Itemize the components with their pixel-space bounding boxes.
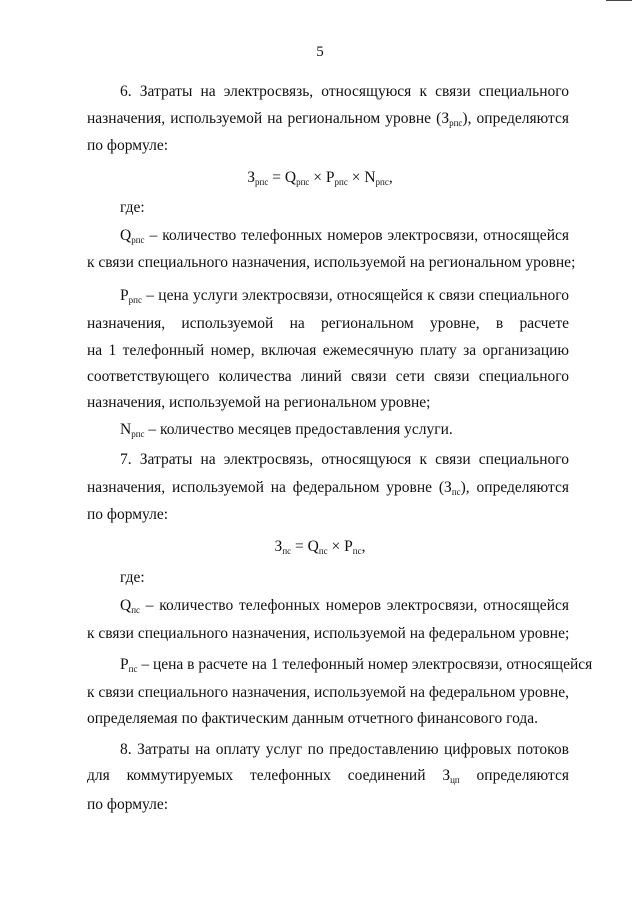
p8-line-2: для коммутируемых телефонных соединений $З_{цп}$ определяются xyxy=(87,767,569,785)
p6-line-2: назначения, используемой на региональном уровне $(З_{рпс})$, определяются xyxy=(87,110,569,128)
p6-p-def-line-1: $P_{рпс}$ – цена услуги электросвязи, относящейся к связи специального xyxy=(120,287,569,305)
p7-q-def-line-1: $Q_{пс}$ – количество телефонных номеров электросвязи, относящейся xyxy=(120,597,569,615)
p6-p-def-line-5: назначения, используемой на региональном уровне; xyxy=(87,394,431,411)
p7-q-def-line-2: к связи специального назначения, используемой на федеральном уровне; xyxy=(87,625,570,642)
p7-p-def-line-3: определяемая по фактическим данным отчетного финансового года. xyxy=(87,710,539,727)
p7-p-def-line-2: к связи специального назначения, используемой на федеральном уровне, xyxy=(87,684,569,701)
p8-line-1: 8. Затраты на оплату услуг по предоставлению цифровых потоков xyxy=(120,741,569,758)
corner-line xyxy=(606,0,632,1)
p6-n-def: $N_{рпс}$ – количество месяцев предоставления услуги. xyxy=(120,421,453,439)
formula-p6: $З_{рпс} = Q_{рпс} \times P_{рпс} \times N_{рпс}$, xyxy=(247,169,393,187)
p7-line-1: 7. Затраты на электросвязь, относящуюся к связи специального xyxy=(120,451,569,468)
p6-q-def-line-1: $Q_{рпс}$ – количество телефонных номеров электросвязи, относящейся xyxy=(120,227,569,245)
p6-p-def-line-2: назначения, используемой на региональном уровне, в расчете xyxy=(87,315,569,332)
p7-line-3: по формуле: xyxy=(87,506,169,523)
p7-where: где: xyxy=(120,569,145,586)
p6-line-3: по формуле: xyxy=(87,137,169,154)
p8-line-3: по формуле: xyxy=(87,796,169,813)
p6-q-def-line-2: к связи специального назначения, используемой на региональном уровне; xyxy=(87,254,576,271)
page-number: 5 xyxy=(316,44,324,60)
p6-line-1: 6. Затраты на электросвязь, относящуюся к связи специального xyxy=(120,83,569,100)
p6-where: где: xyxy=(120,199,145,216)
p6-p-def-line-3: на 1 телефонный номер, включая ежемесячную плату за организацию xyxy=(87,342,569,359)
p7-p-def-line-1: $P_{пс}$ – цена в расчете на 1 телефонный номер электросвязи, относящейся xyxy=(120,656,593,674)
formula-p7: $З_{пс} = Q_{пс} \times P_{пс}$, xyxy=(274,538,366,556)
p6-p-def-line-4: соответствующего количества линий связи сети связи специального xyxy=(87,368,569,385)
p7-line-2: назначения, используемой на федеральном уровне $(З_{пс})$, определяются xyxy=(87,479,569,497)
